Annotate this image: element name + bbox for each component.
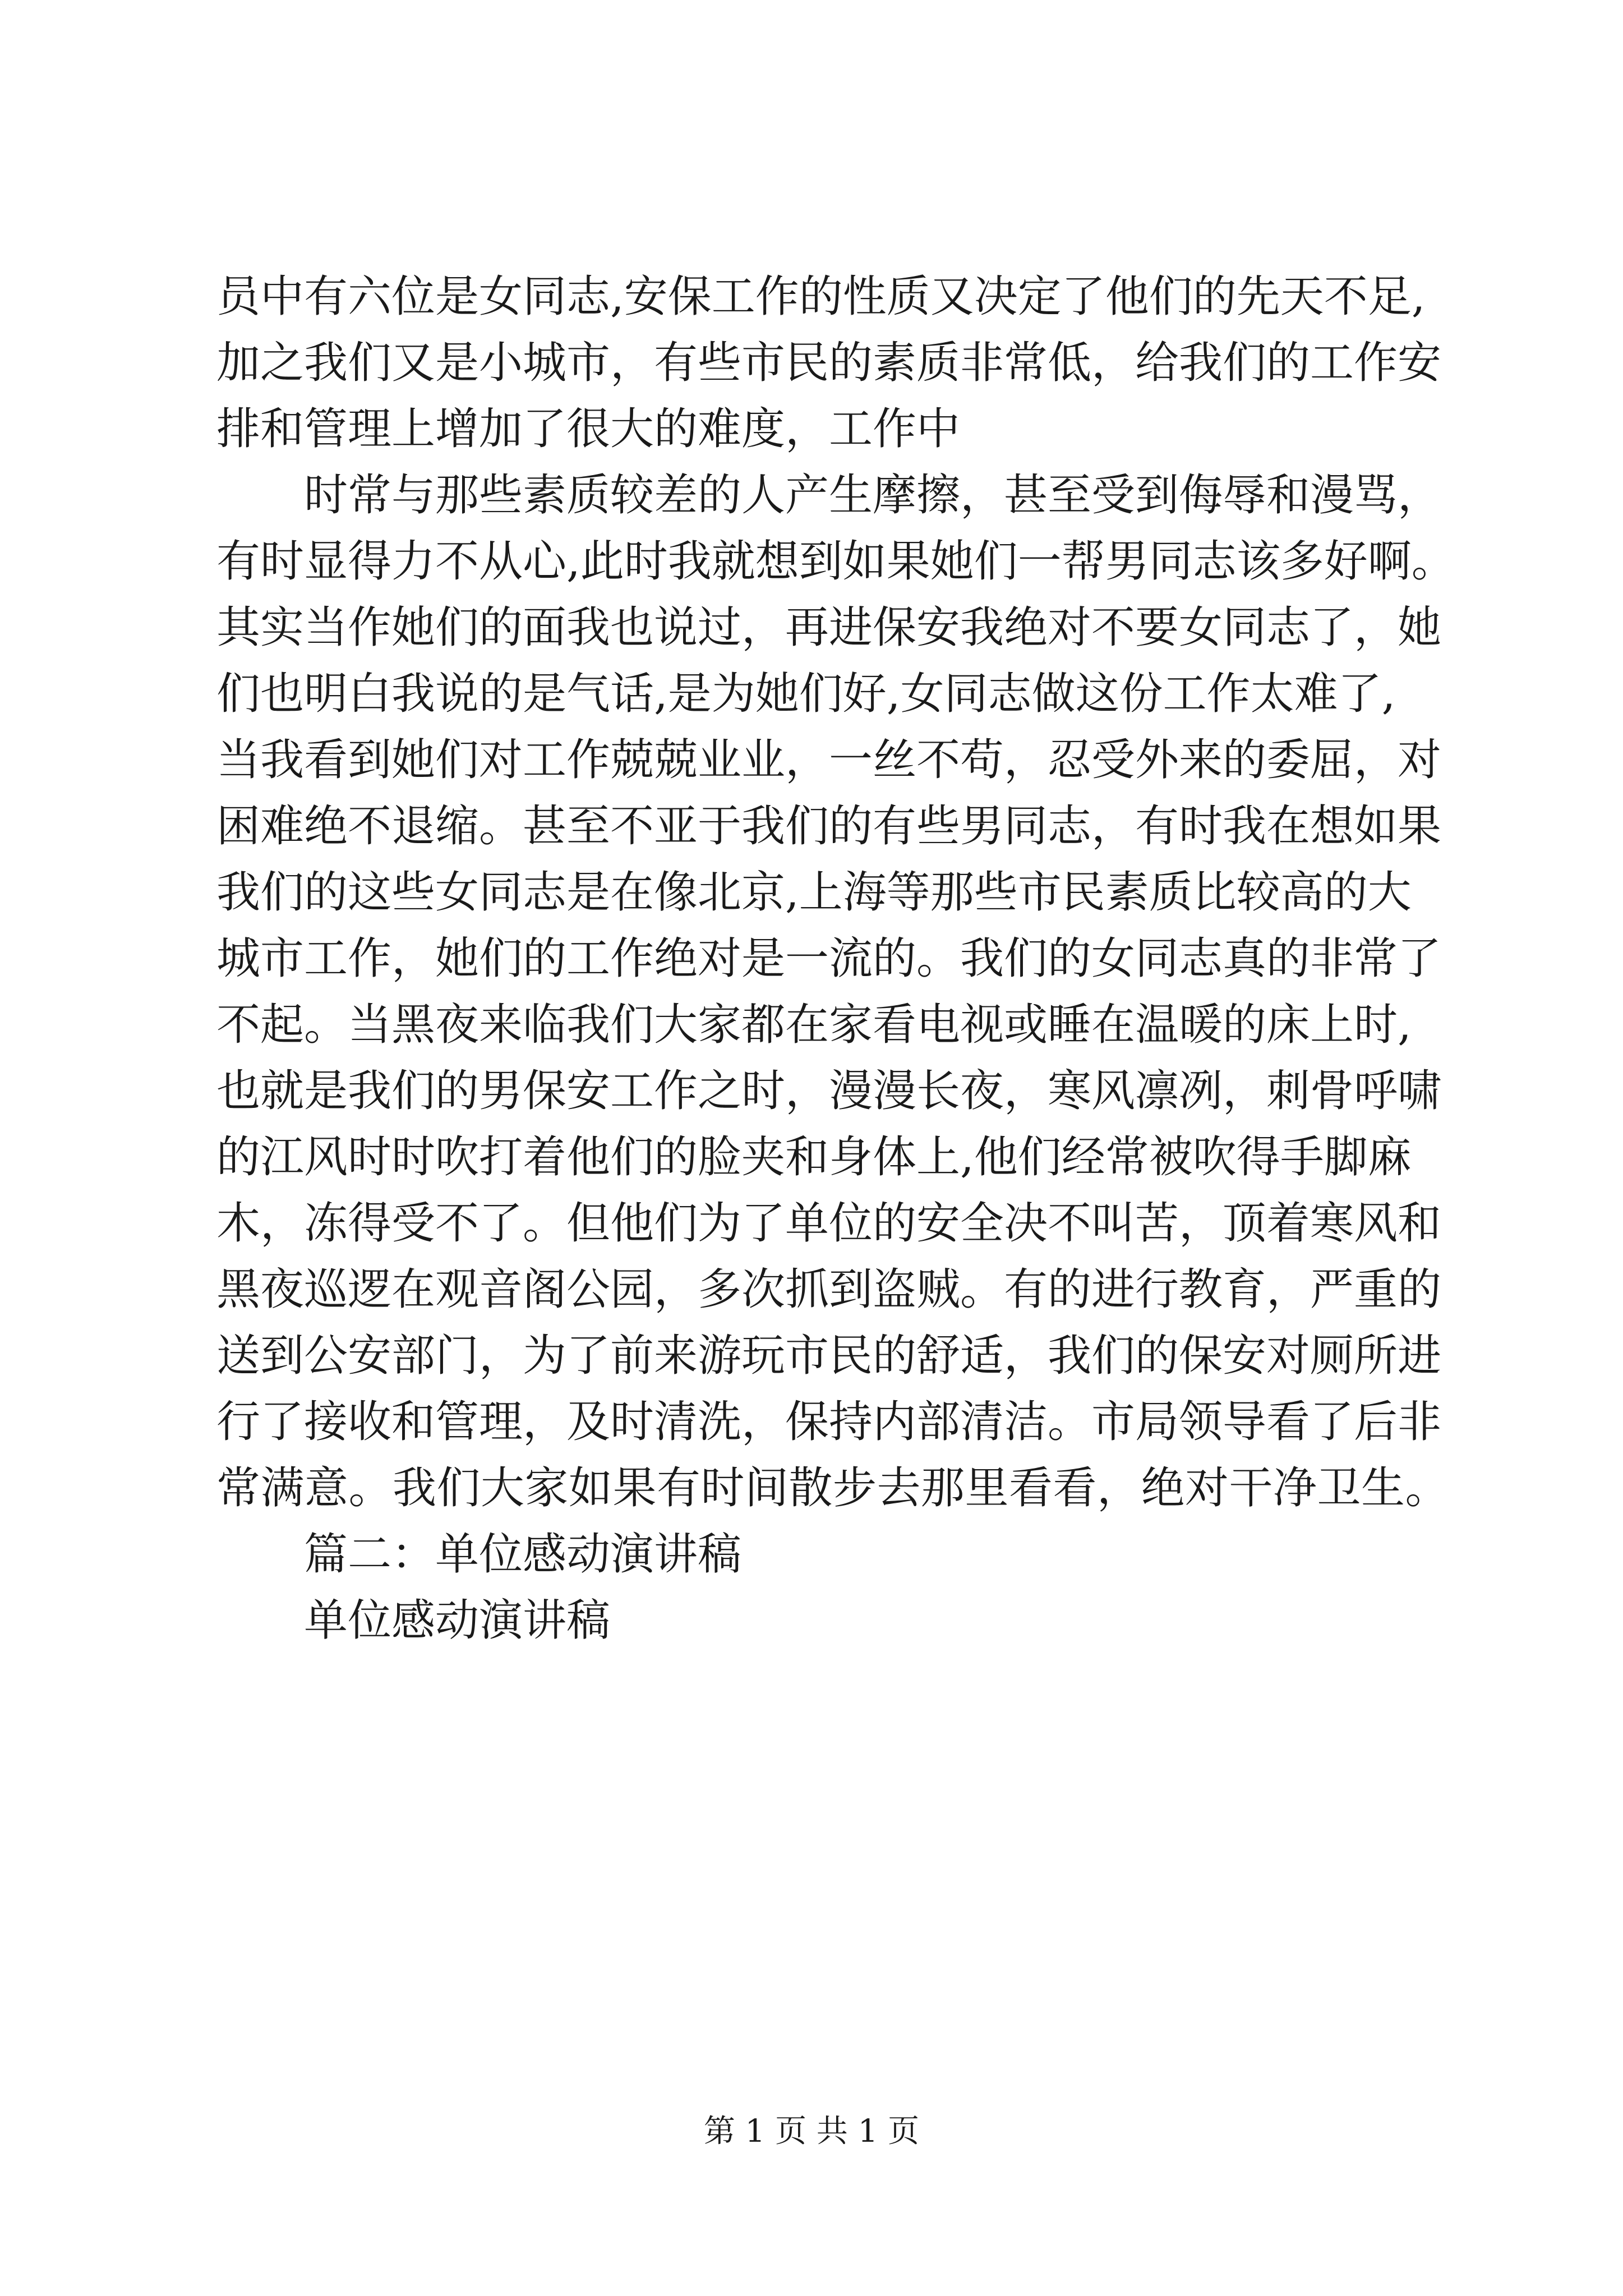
section-title: 单位感动演讲稿 [304,1595,611,1646]
body-line: 员中有六位是女同志,安保工作的性质又决定了他们的先天不足, [216,272,1426,322]
body-line: 黑夜巡逻在观音阁公园，多次抓到盗贼。有的进行教育，严重的 [216,1264,1442,1315]
page-number-footer: 第 1 页 共 1 页 [703,2113,920,2150]
body-line: 城市工作，她们的工作绝对是一流的。我们的女同志真的非常了 [216,933,1442,984]
body-line: 时常与那些素质较差的人产生摩擦，甚至受到侮辱和漫骂， [304,470,1442,521]
body-line: 排和管理上增加了很大的难度，工作中 [216,404,961,454]
document-body [216,264,1455,1654]
body-line: 的江风时时吹打着他们的脸夹和身体上,他们经常被吹得手脚麻 [216,1132,1412,1182]
body-line: 其实当作她们的面我也说过，再进保安我绝对不要女同志了，她 [216,602,1442,653]
body-line: 也就是我们的男保安工作之时，漫漫长夜，寒风凛冽，刺骨呼啸 [216,1066,1442,1116]
body-line: 加之我们又是小城市，有些市民的素质非常低，给我们的工作安 [216,338,1442,388]
body-line: 行了接收和管理，及时清洗，保持内部清洁。市局领导看了后非 [216,1397,1442,1447]
body-line: 当我看到她们对工作兢兢业业，一丝不苟，忍受外来的委屈，对 [216,735,1442,785]
section-heading: 篇二：单位感动演讲稿 [304,1529,742,1580]
body-line: 木，冻得受不了。但他们为了单位的安全决不叫苦，顶着寒风和 [216,1198,1442,1249]
body-line: 不起。当黑夜来临我们大家都在家看电视或睡在温暖的床上时, [216,1000,1412,1050]
body-line: 们也明白我说的是气话,是为她们好,女同志做这份工作太难了, [216,669,1396,719]
body-line: 常满意。我们大家如果有时间散步去那里看看，绝对干净卫生。 [216,1463,1450,1513]
body-line: 送到公安部门，为了前来游玩市民的舒适，我们的保安对厕所进 [216,1331,1442,1381]
body-line: 我们的这些女同志是在像北京,上海等那些市民素质比较高的大 [216,867,1412,918]
body-line: 有时显得力不从心,此时我就想到如果她们一帮男同志该多好啊。 [216,536,1455,587]
body-line: 困难绝不退缩。甚至不亚于我们的有些男同志，有时我在想如果 [216,801,1442,852]
